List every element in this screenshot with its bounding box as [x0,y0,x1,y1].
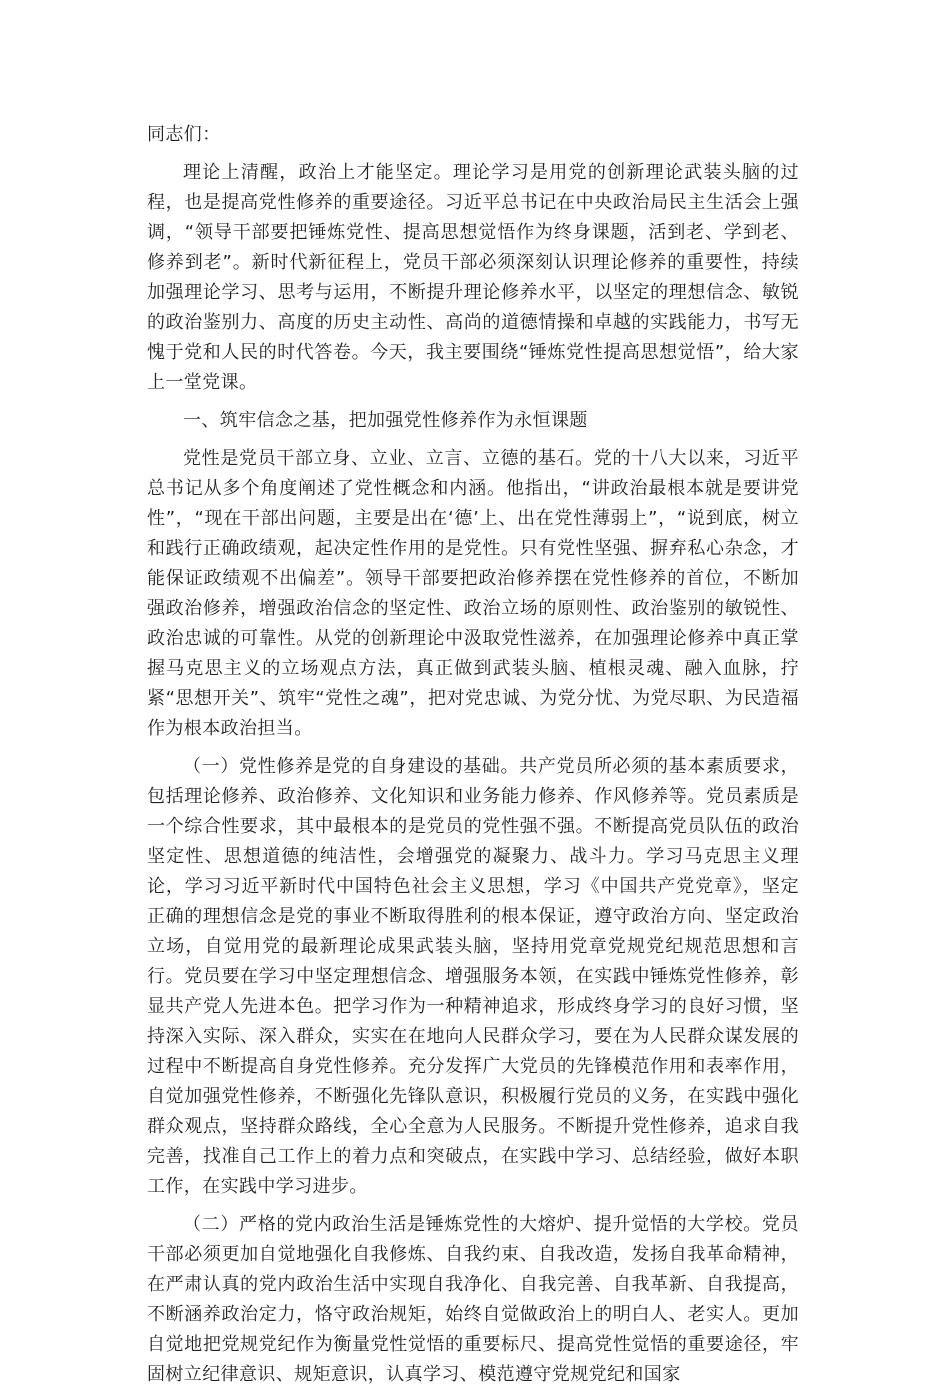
subsection-2-paragraph: （二）严格的党内政治生活是锤炼党性的大熔炉、提升觉悟的大学校。党员干部必须更加自觉地强化自我修炼、自我约束、自我改造，发扬自我革命精神，在严肃认真的党内政治生活中实现自我净化、自我完善、自我革新、自我提高，不断涵养政治定力，恪守政治规矩，始终自觉做政治上的明白人、老实人。更加自觉地把党规党纪作为衡量党性觉悟的重要标尺、提高党性觉悟的重要途径，牢固树立纪律意识、规矩意识，认真学习、模范遵守党规党纪和国家 [147,1214,799,1385]
document-body [147,120,799,1398]
greeting: 同志们： [147,124,221,145]
intro-paragraph: 理论上清醒，政治上才能坚定。理论学习是用党的创新理论武装头脑的过程，也是提高党性修养的重要途径。习近平总书记在中央政治局民主生活会上强调，“领导干部要把锤炼党性、提高思想觉悟作为终身课题，活到老、学到老、修养到老”。新时代新征程上，党员干部必须深刻认识理论修养的重要性，持续加强理论学习、思考与运用，不断提升理论修养水平，以坚定的理想信念、敏锐的政治鉴别力、高度的历史主动性、高尚的道德情操和卓越的实践能力，书写无愧于党和人民的时代答卷。今天，我主要围绕“锤炼党性提高思想觉悟”，给大家上一堂党课。 [147,162,799,393]
section-body-paragraph: 党性是党员干部立身、立业、立言、立德的基石。党的十八大以来，习近平总书记从多个角度阐述了党性概念和内涵。他指出，“讲政治最根本就是要讲党性”，“现在干部出问题，主要是出在‘德’上、出在党性薄弱上”，“说到底，树立和践行正确政绩观，起决定性作用的是党性。只有党性坚强、摒弃私心杂念，才能保证政绩观不出偏差”。领导干部要把政治修养摆在党性修养的首位，不断加强政治修养，增强政治信念的坚定性、政治立场的原则性、政治鉴别的敏锐性、政治忠诚的可靠性。从党的创新理论中汲取党性滋养，在加强理论修养中真正掌握马克思主义的立场观点方法，真正做到武装头脑、植根灵魂、融入血脉，拧紧“思想开关”、筑牢“党性之魂”，把对党忠诚、为党分忧、为党尽职、为民造福作为根本政治担当。 [147,448,799,739]
section-heading: 一、筑牢信念之基，把加强党性修养作为永恒课题 [183,410,588,431]
subsection-1-paragraph: （一）党性修养是党的自身建设的基础。共产党员所必须的基本素质要求，包括理论修养、政治修养、文化知识和业务能力修养、作风修养等。党员素质是一个综合性要求，其中最根本的是党员的党性强不强。不断提高党员队伍的政治坚定性、思想道德的纯洁性，会增强党的凝聚力、战斗力。学习马克思主义理论，学习习近平新时代中国特色社会主义思想，学习《中国共产党党章》，坚定正确的理想信念是党的事业不断取得胜利的根本保证，遵守政治方向、坚定政治立场，自觉用党的最新理论成果武装头脑，坚持用党章党规党纪规范思想和言行。党员要在学习中坚定理想信念、增强服务本领，在实践中锤炼党性修养，彰显共产党人先进本色。把学习作为一种精神追求，形成终身学习的良好习惯，坚持深入实际、深入群众，实实在在地向人民群众学习，要在为人民群众谋发展的过程中不断提高自身党性修养。充分发挥广大党员的先锋模范作用和表率作用，自觉加强党性修养，不断强化先锋队意识，积极履行党员的义务，在实践中强化群众观点，坚持群众路线，全心全意为人民服务。不断提升党性修养，追求自我完善，找准自己工作上的着力点和突破点，在实践中学习、总结经验，做好本职工作，在实践中学习进步。 [147,756,799,1197]
